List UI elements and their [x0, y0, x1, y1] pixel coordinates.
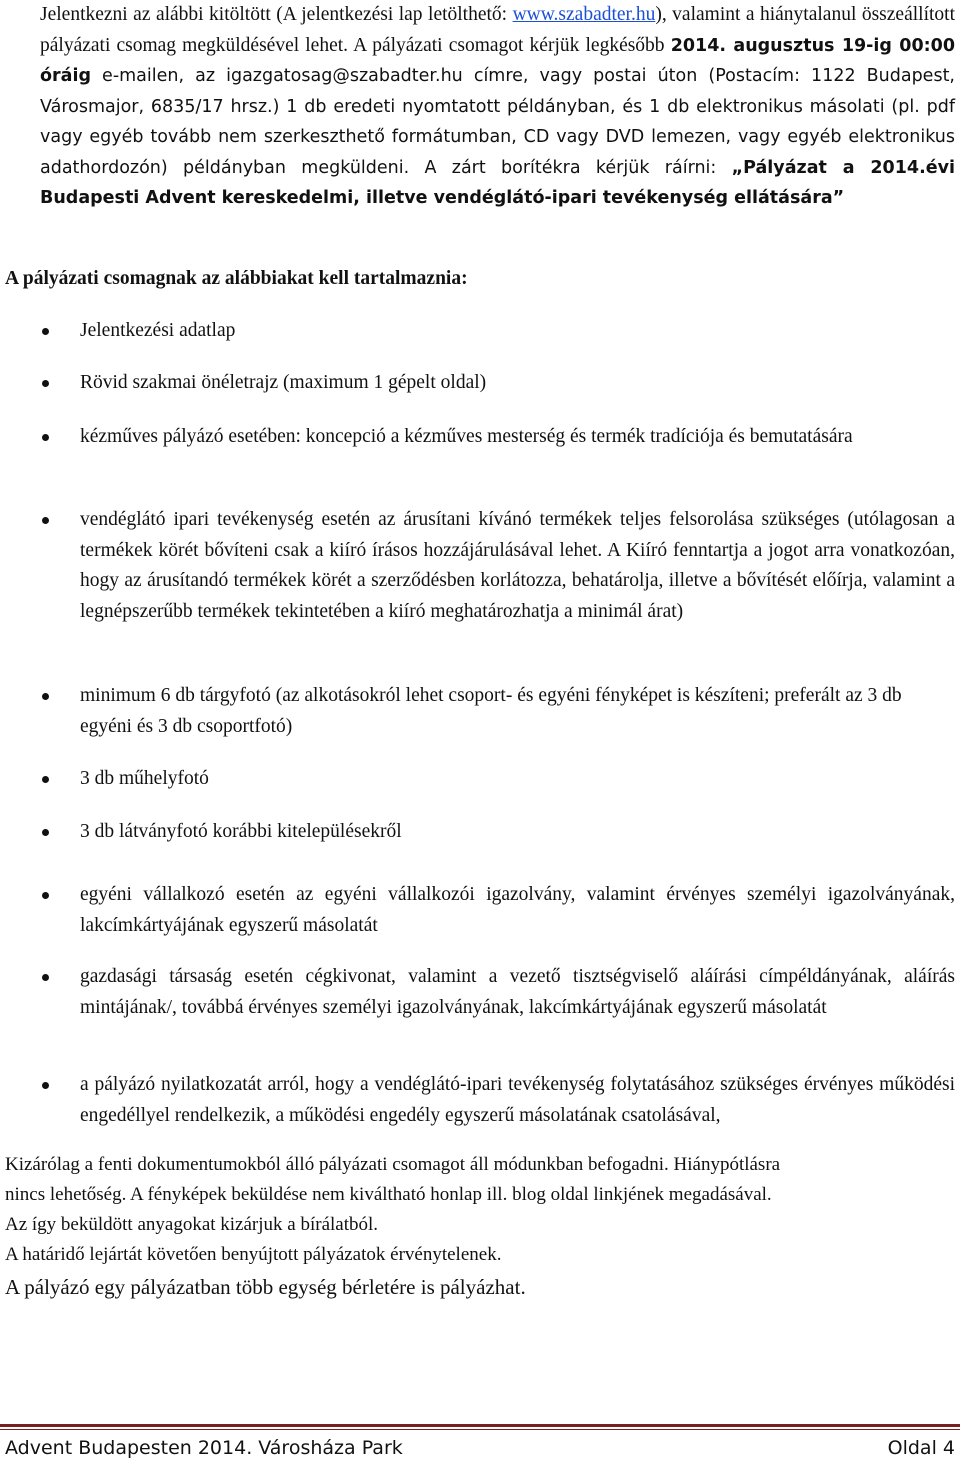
envelope-text: „Pályázat a 2014.évi Budapesti Advent kereskedelmi, illetve vendéglátó-ipari tevékenység ellátására”: [40, 157, 955, 208]
bullet-icon: [42, 776, 49, 783]
list-item: egyéni vállalkozó esetén az egyéni vállalkozói igazolvány, valamint érvényes személyi igazolványának, lakcímkártyájának egyszerű másolatát: [80, 880, 955, 941]
list-item: a pályázó nyilatkozatát arról, hogy a vendéglátó-ipari tevékenység folytatásához szükséges érvényes működési engedéllyel rendelkezik, a működési engedély egyszerű másolatának csatolásával,: [80, 1070, 955, 1131]
bullet-icon: [42, 1082, 49, 1089]
intro-text-5: 1 db eredeti nyomtatott példányban, és 1 db elektronikus másolati (pl. pdf vagy egyéb tovább nem szerkeszthető formátumban, CD vagy DVD lemezen, vagy egyéb elektronikus adathordozón) példányban megküldeni. A zárt borítékra kérjük ráírni:: [40, 96, 956, 178]
list-item: vendéglátó ipari tevékenység esetén az árusítani kívánó termékek teljes felsorolása szükséges (utólagosan a termékek körét bővíteni csak a kiíró írásos hozzájárulásával lehet. A Kiíró fenntartja a jogot arra vonatkozóan, hogy az árusítandó termékek körét a szerződésben korlátozza, behatárolja, illetve a bővítését előírja, valamint a legnépszerűbb termékek tekintetében a kiíró meghatározhatja a minimál árat): [80, 505, 955, 627]
list-item: kézműves pályázó esetében: koncepció a kézműves mesterség és termék tradíciója és bemutatására: [80, 422, 955, 453]
intro-text-1: Jelentkezni az alábbi kitöltött (A jelentkezési lap letölthető:: [40, 4, 513, 25]
closing-line: Kizárólag a fenti dokumentumokból álló pályázati csomagot áll módunkban befogadni. Hiánypótlásra: [5, 1154, 781, 1175]
list-item: 3 db látványfotó korábbi kitelepülésekről: [80, 817, 955, 848]
closing-line: A határidő lejártát követően benyújtott pályázatok érvénytelenek.: [5, 1244, 502, 1265]
page-footer: [5, 1434, 955, 1462]
section-heading: A pályázati csomagnak az alábbiakat kell tartalmaznia:: [5, 268, 468, 289]
closing-paragraph: [5, 1150, 955, 1304]
bullet-icon: [42, 829, 49, 836]
list-item: gazdasági társaság esetén cégkivonat, valamint a vezető tisztségviselő aláírási címpéldányának, aláírás mintájának/, továbbá érvényes személyi igazolványának, lakcímkártyájának egyszerű másolatát: [80, 962, 955, 1023]
footer-title: Advent Budapesten 2014. Városháza Park: [5, 1437, 403, 1459]
list-item: minimum 6 db tárgyfotó (az alkotásokról lehet csoport- és egyéni fényképet is készíteni; preferált az 3 db egyéni és 3 db csoportfotó): [80, 681, 955, 742]
bullet-icon: [42, 892, 49, 899]
footer-divider-thin: [0, 1429, 960, 1430]
bullet-icon: [42, 517, 49, 524]
closing-line: nincs lehetőség. A fényképek beküldése nem kiváltható honlap ill. blog oldal linkjének megadásával.: [5, 1184, 772, 1205]
page-number: Oldal 4: [887, 1437, 955, 1459]
list-item: 3 db műhelyfotó: [80, 764, 955, 795]
intro-text-2: ), valamint a hiánytalanul összeállított pályázati csomag megküldésével lehet. A pályázati csomagot kérjük legkésőbb: [40, 4, 955, 56]
bullet-icon: [42, 380, 49, 387]
intro-paragraph: [40, 0, 955, 214]
intro-text-4: címre, vagy postai úton (Postacím: 1122 Budapest, Városmajor, 6835/17 hrsz.): [40, 66, 955, 117]
list-item: Rövid szakmai önéletrajz (maximum 1 gépelt oldal): [80, 368, 955, 399]
deadline-text: 2014. augusztus 19-ig 00:00 óráig: [40, 35, 955, 86]
bullet-icon: [42, 693, 49, 700]
email-address: igazgatosag@szabadter.hu: [226, 66, 463, 86]
bullet-icon: [42, 328, 49, 335]
footer-divider: [0, 1424, 960, 1427]
closing-line: Az így beküldött anyagokat kizárjuk a bírálatból.: [5, 1214, 379, 1235]
bullet-icon: [42, 434, 49, 441]
website-link[interactable]: www.szabadter.hu: [512, 4, 656, 25]
list-item: Jelentkezési adatlap: [80, 316, 955, 347]
closing-line: A pályázó egy pályázatban több egység bérletére is pályázhat.: [5, 1275, 526, 1299]
bullet-icon: [42, 974, 49, 981]
intro-text-3: e-mailen, az: [91, 66, 227, 86]
